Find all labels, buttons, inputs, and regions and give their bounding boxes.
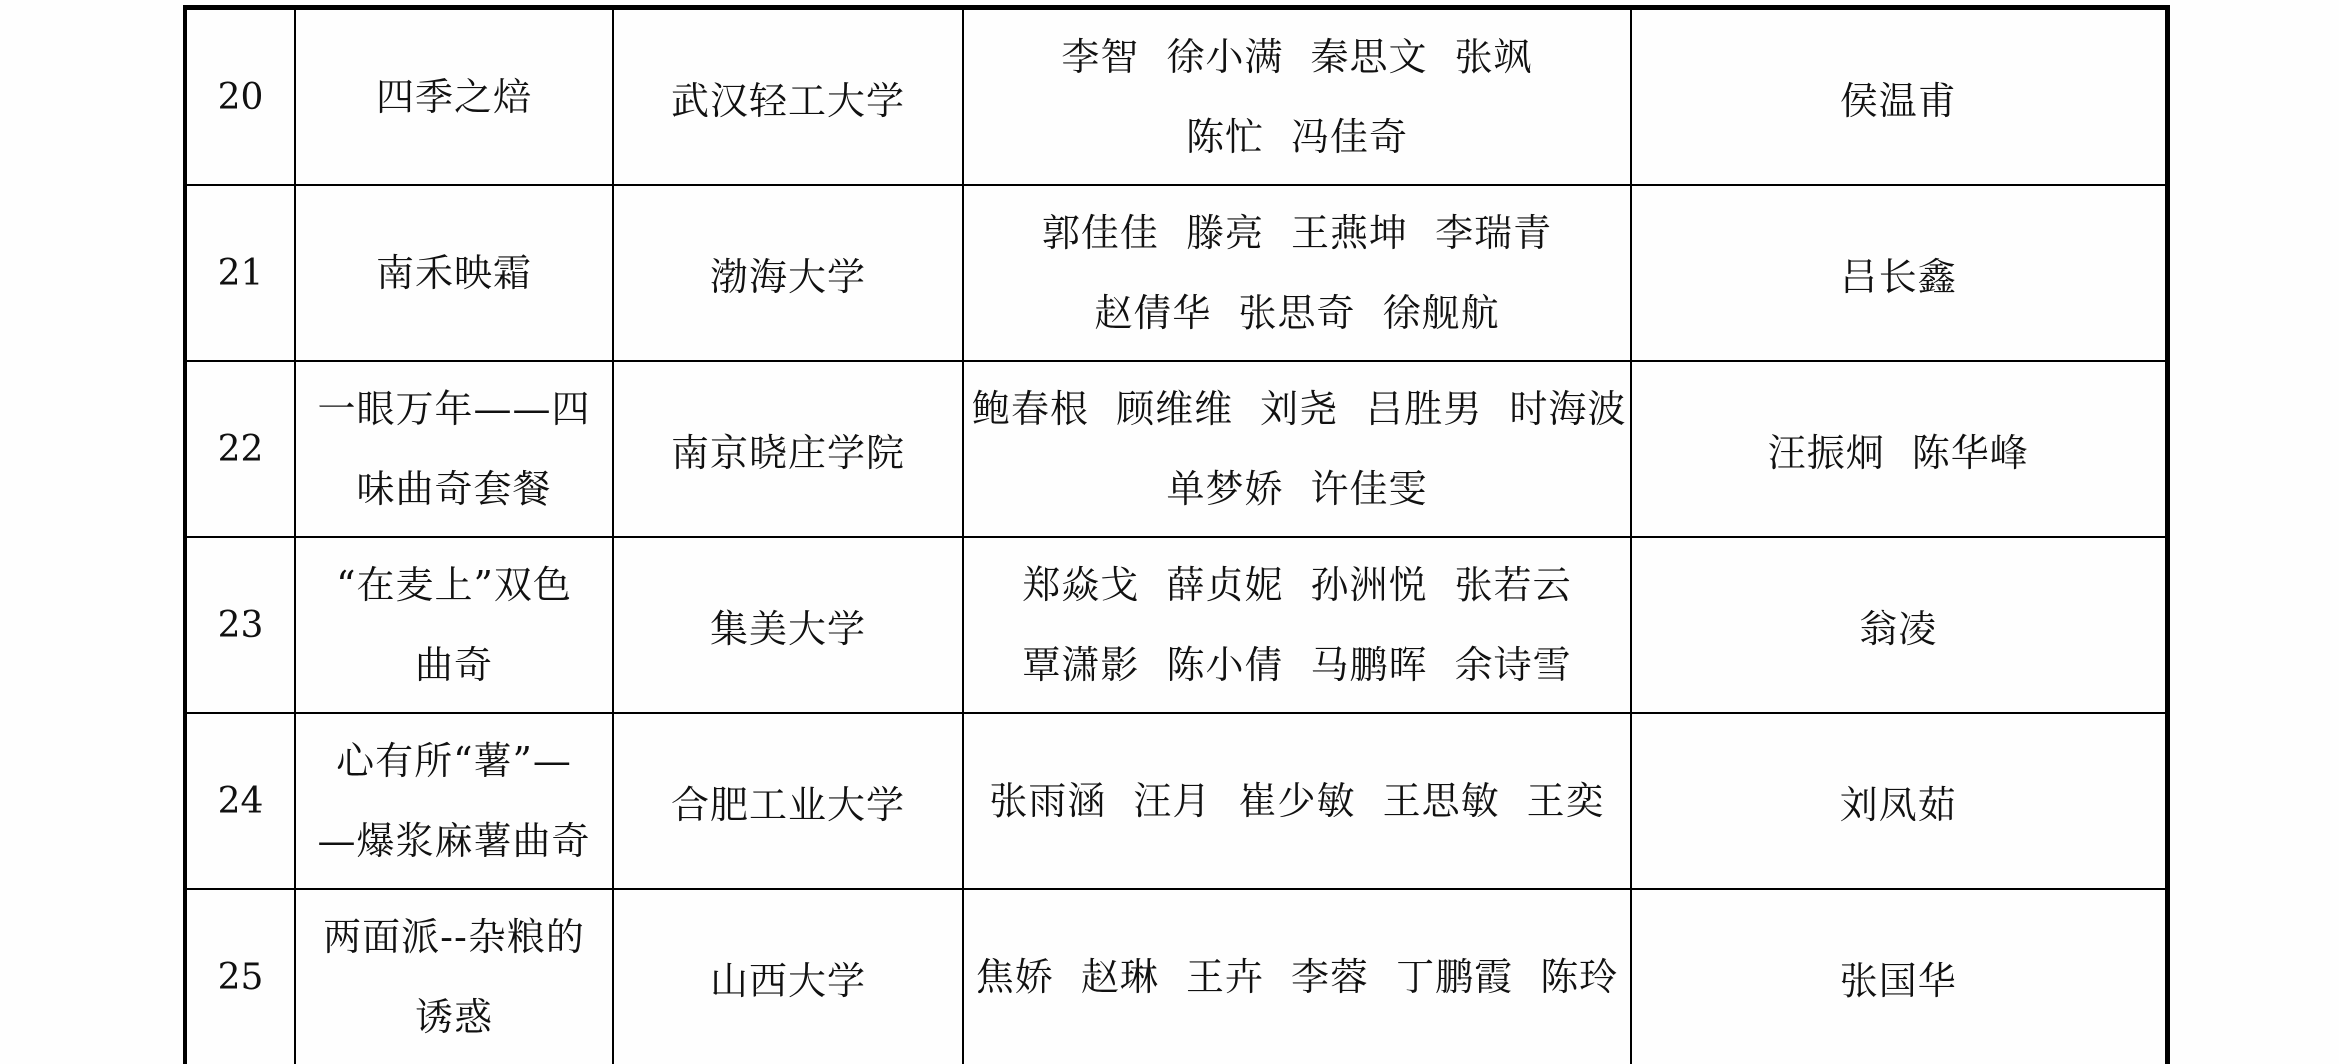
school-cell: 山西大学 xyxy=(613,889,963,1064)
project-name-cell xyxy=(295,889,613,1064)
cell-text-line: 两面派--杂粮的 xyxy=(323,915,585,959)
row-number-cell: 24 xyxy=(185,713,295,889)
advisor-cell: 刘凤茹 xyxy=(1631,713,2167,889)
award-list-table xyxy=(183,5,2170,1064)
cell-text-line: 曲奇 xyxy=(414,643,493,687)
cell-text-line: 鲍春根 顾维维 刘尧 吕胜男 时海波 xyxy=(972,387,1627,431)
school-cell: 武汉轻工大学 xyxy=(613,8,963,186)
cell-text-line: 李智 徐小满 秦思文 张飒 xyxy=(1061,35,1533,79)
cell-text-line: 心有所“薯”— xyxy=(336,739,572,783)
cell-text-line: 味曲奇套餐 xyxy=(356,467,552,511)
cell-text-line: 焦娇 赵琳 王卉 李蓉 丁鹏霞 陈玲 xyxy=(975,955,1619,999)
table-row xyxy=(185,537,2167,713)
cell-text-line: 覃潇影 陈小倩 马鹏晖 余诗雪 xyxy=(1022,643,1572,687)
school-cell: 合肥工业大学 xyxy=(613,713,963,889)
members-cell xyxy=(963,361,1631,537)
table-row xyxy=(185,361,2167,537)
school-cell: 渤海大学 xyxy=(613,185,963,361)
school-cell: 集美大学 xyxy=(613,537,963,713)
cell-text-line: 南禾映霜 xyxy=(375,251,532,295)
table-row xyxy=(185,185,2167,361)
members-cell xyxy=(963,537,1631,713)
advisor-cell: 吕长鑫 xyxy=(1631,185,2167,361)
cell-text-line: 一眼万年——四 xyxy=(317,387,591,431)
members-cell xyxy=(963,889,1631,1064)
cell-text-line: 郑焱戈 薛贞妮 孙洲悦 张若云 xyxy=(1022,563,1572,607)
members-cell xyxy=(963,185,1631,361)
table-body xyxy=(185,8,2167,1064)
advisor-cell: 翁凌 xyxy=(1631,537,2167,713)
project-name-cell xyxy=(295,185,613,361)
cell-text-line: 陈忙 冯佳奇 xyxy=(1185,115,1409,159)
row-number-cell: 22 xyxy=(185,361,295,537)
row-number-cell: 20 xyxy=(185,8,295,186)
project-name-cell xyxy=(295,361,613,537)
project-name-cell xyxy=(295,8,613,186)
school-cell: 南京晓庄学院 xyxy=(613,361,963,537)
cell-text-line: 单梦娇 许佳雯 xyxy=(1166,467,1428,511)
cell-text-line: 赵倩华 张思奇 徐舰航 xyxy=(1094,291,1500,335)
cell-text-line: 四季之焙 xyxy=(375,75,532,119)
cell-text-line: 张雨涵 汪月 崔少敏 王思敏 王奕 xyxy=(989,779,1605,823)
advisor-cell: 汪振炯 陈华峰 xyxy=(1631,361,2167,537)
row-number-cell: 25 xyxy=(185,889,295,1064)
table-row xyxy=(185,8,2167,186)
cell-text-line: —爆浆麻薯曲奇 xyxy=(317,819,591,863)
table-row xyxy=(185,713,2167,889)
cell-text-line: 诱惑 xyxy=(414,995,493,1039)
advisor-cell: 张国华 xyxy=(1631,889,2167,1064)
cell-text-line: “在麦上”双色 xyxy=(336,563,572,607)
project-name-cell xyxy=(295,713,613,889)
advisor-cell: 侯温甫 xyxy=(1631,8,2167,186)
row-number-cell: 21 xyxy=(185,185,295,361)
table-row xyxy=(185,889,2167,1064)
row-number-cell: 23 xyxy=(185,537,295,713)
project-name-cell xyxy=(295,537,613,713)
cell-text-line: 郭佳佳 滕亮 王燕坤 李瑞青 xyxy=(1041,211,1553,255)
members-cell xyxy=(963,8,1631,186)
members-cell xyxy=(963,713,1631,889)
